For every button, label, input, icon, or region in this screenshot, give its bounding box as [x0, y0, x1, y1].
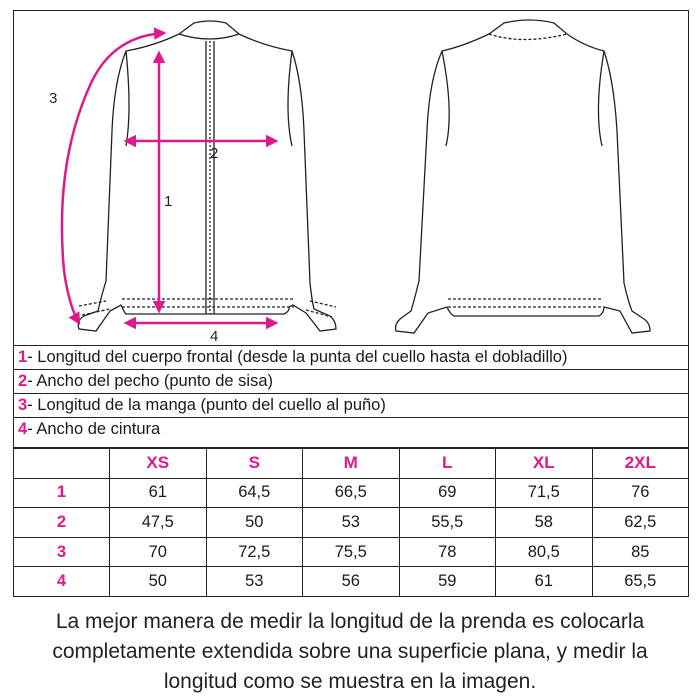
table-cell: 65,5: [592, 567, 689, 597]
legend-item-sleeve: [13, 394, 689, 418]
legend-number: 3: [18, 396, 28, 414]
table-cell: 50: [110, 567, 207, 597]
table-cell: 69: [399, 478, 496, 508]
legend-text: - Ancho de cintura: [27, 420, 161, 438]
label-sleeve: 3: [49, 90, 58, 107]
row-label: 3: [14, 537, 110, 567]
table-cell: 53: [206, 567, 303, 597]
table-cell: 75,5: [303, 537, 400, 567]
table-cell: 70: [110, 537, 207, 567]
legend-number: 1: [18, 348, 28, 366]
legend-item-waist: [13, 418, 689, 448]
header-cell: 2XL: [592, 449, 689, 479]
table-row: [14, 537, 689, 567]
size-table: [13, 448, 689, 597]
legend-text: - Longitud del cuerpo frontal (desde la punta del cuello hasta el dobladillo): [27, 348, 568, 366]
header-cell: S: [206, 449, 303, 479]
label-length: 1: [164, 193, 173, 210]
header-cell: XS: [110, 449, 207, 479]
label-waist: 4: [210, 328, 219, 345]
back-jacket: [396, 20, 651, 333]
table-cell: 58: [496, 508, 593, 538]
table-cell: 61: [110, 478, 207, 508]
table-cell: 72,5: [206, 537, 303, 567]
table-cell: 53: [303, 508, 400, 538]
table-cell: 66,5: [303, 478, 400, 508]
garment-diagram: [13, 10, 689, 346]
table-row: [14, 508, 689, 538]
table-cell: 61: [496, 567, 593, 597]
legend-item-chest: [13, 370, 689, 394]
table-cell: 59: [399, 567, 496, 597]
table-row: [14, 478, 689, 508]
legend-text: - Longitud de la manga (punto del cuello al puño): [27, 396, 386, 414]
table-header-row: [14, 449, 689, 479]
note-line: longitud como se muestra en la imagen.: [163, 670, 537, 693]
table-cell: 55,5: [399, 508, 496, 538]
header-cell: [14, 449, 110, 479]
header-cell: XL: [496, 449, 593, 479]
table-cell: 71,5: [496, 478, 593, 508]
note-line: completamente extendida sobre una superficie plana, y medir la: [52, 640, 648, 663]
table-cell: 64,5: [206, 478, 303, 508]
label-chest: 2: [210, 145, 219, 162]
table-cell: 62,5: [592, 508, 689, 538]
measuring-note: [0, 607, 700, 697]
table-cell: 76: [592, 478, 689, 508]
table-cell: 78: [399, 537, 496, 567]
row-label: 1: [14, 478, 110, 508]
row-label: 2: [14, 508, 110, 538]
front-jacket: [78, 21, 336, 331]
legend-text: - Ancho del pecho (punto de sisa): [27, 372, 274, 390]
legend-number: 4: [18, 420, 28, 438]
legend-item-length: [13, 346, 689, 370]
table-cell: 50: [206, 508, 303, 538]
table-cell: 47,5: [110, 508, 207, 538]
table-row: [14, 567, 689, 597]
table-cell: 56: [303, 567, 400, 597]
legend-number: 2: [18, 372, 28, 390]
sleeve-arrow: [62, 33, 164, 323]
table-cell: 85: [592, 537, 689, 567]
header-cell: M: [303, 449, 400, 479]
row-label: 4: [14, 567, 110, 597]
jacket-drawings: [14, 11, 690, 347]
note-line: La mejor manera de medir la longitud de la prenda es colocarla: [55, 610, 645, 633]
header-cell: L: [399, 449, 496, 479]
table-cell: 80,5: [496, 537, 593, 567]
measurement-arrows: [62, 33, 276, 323]
